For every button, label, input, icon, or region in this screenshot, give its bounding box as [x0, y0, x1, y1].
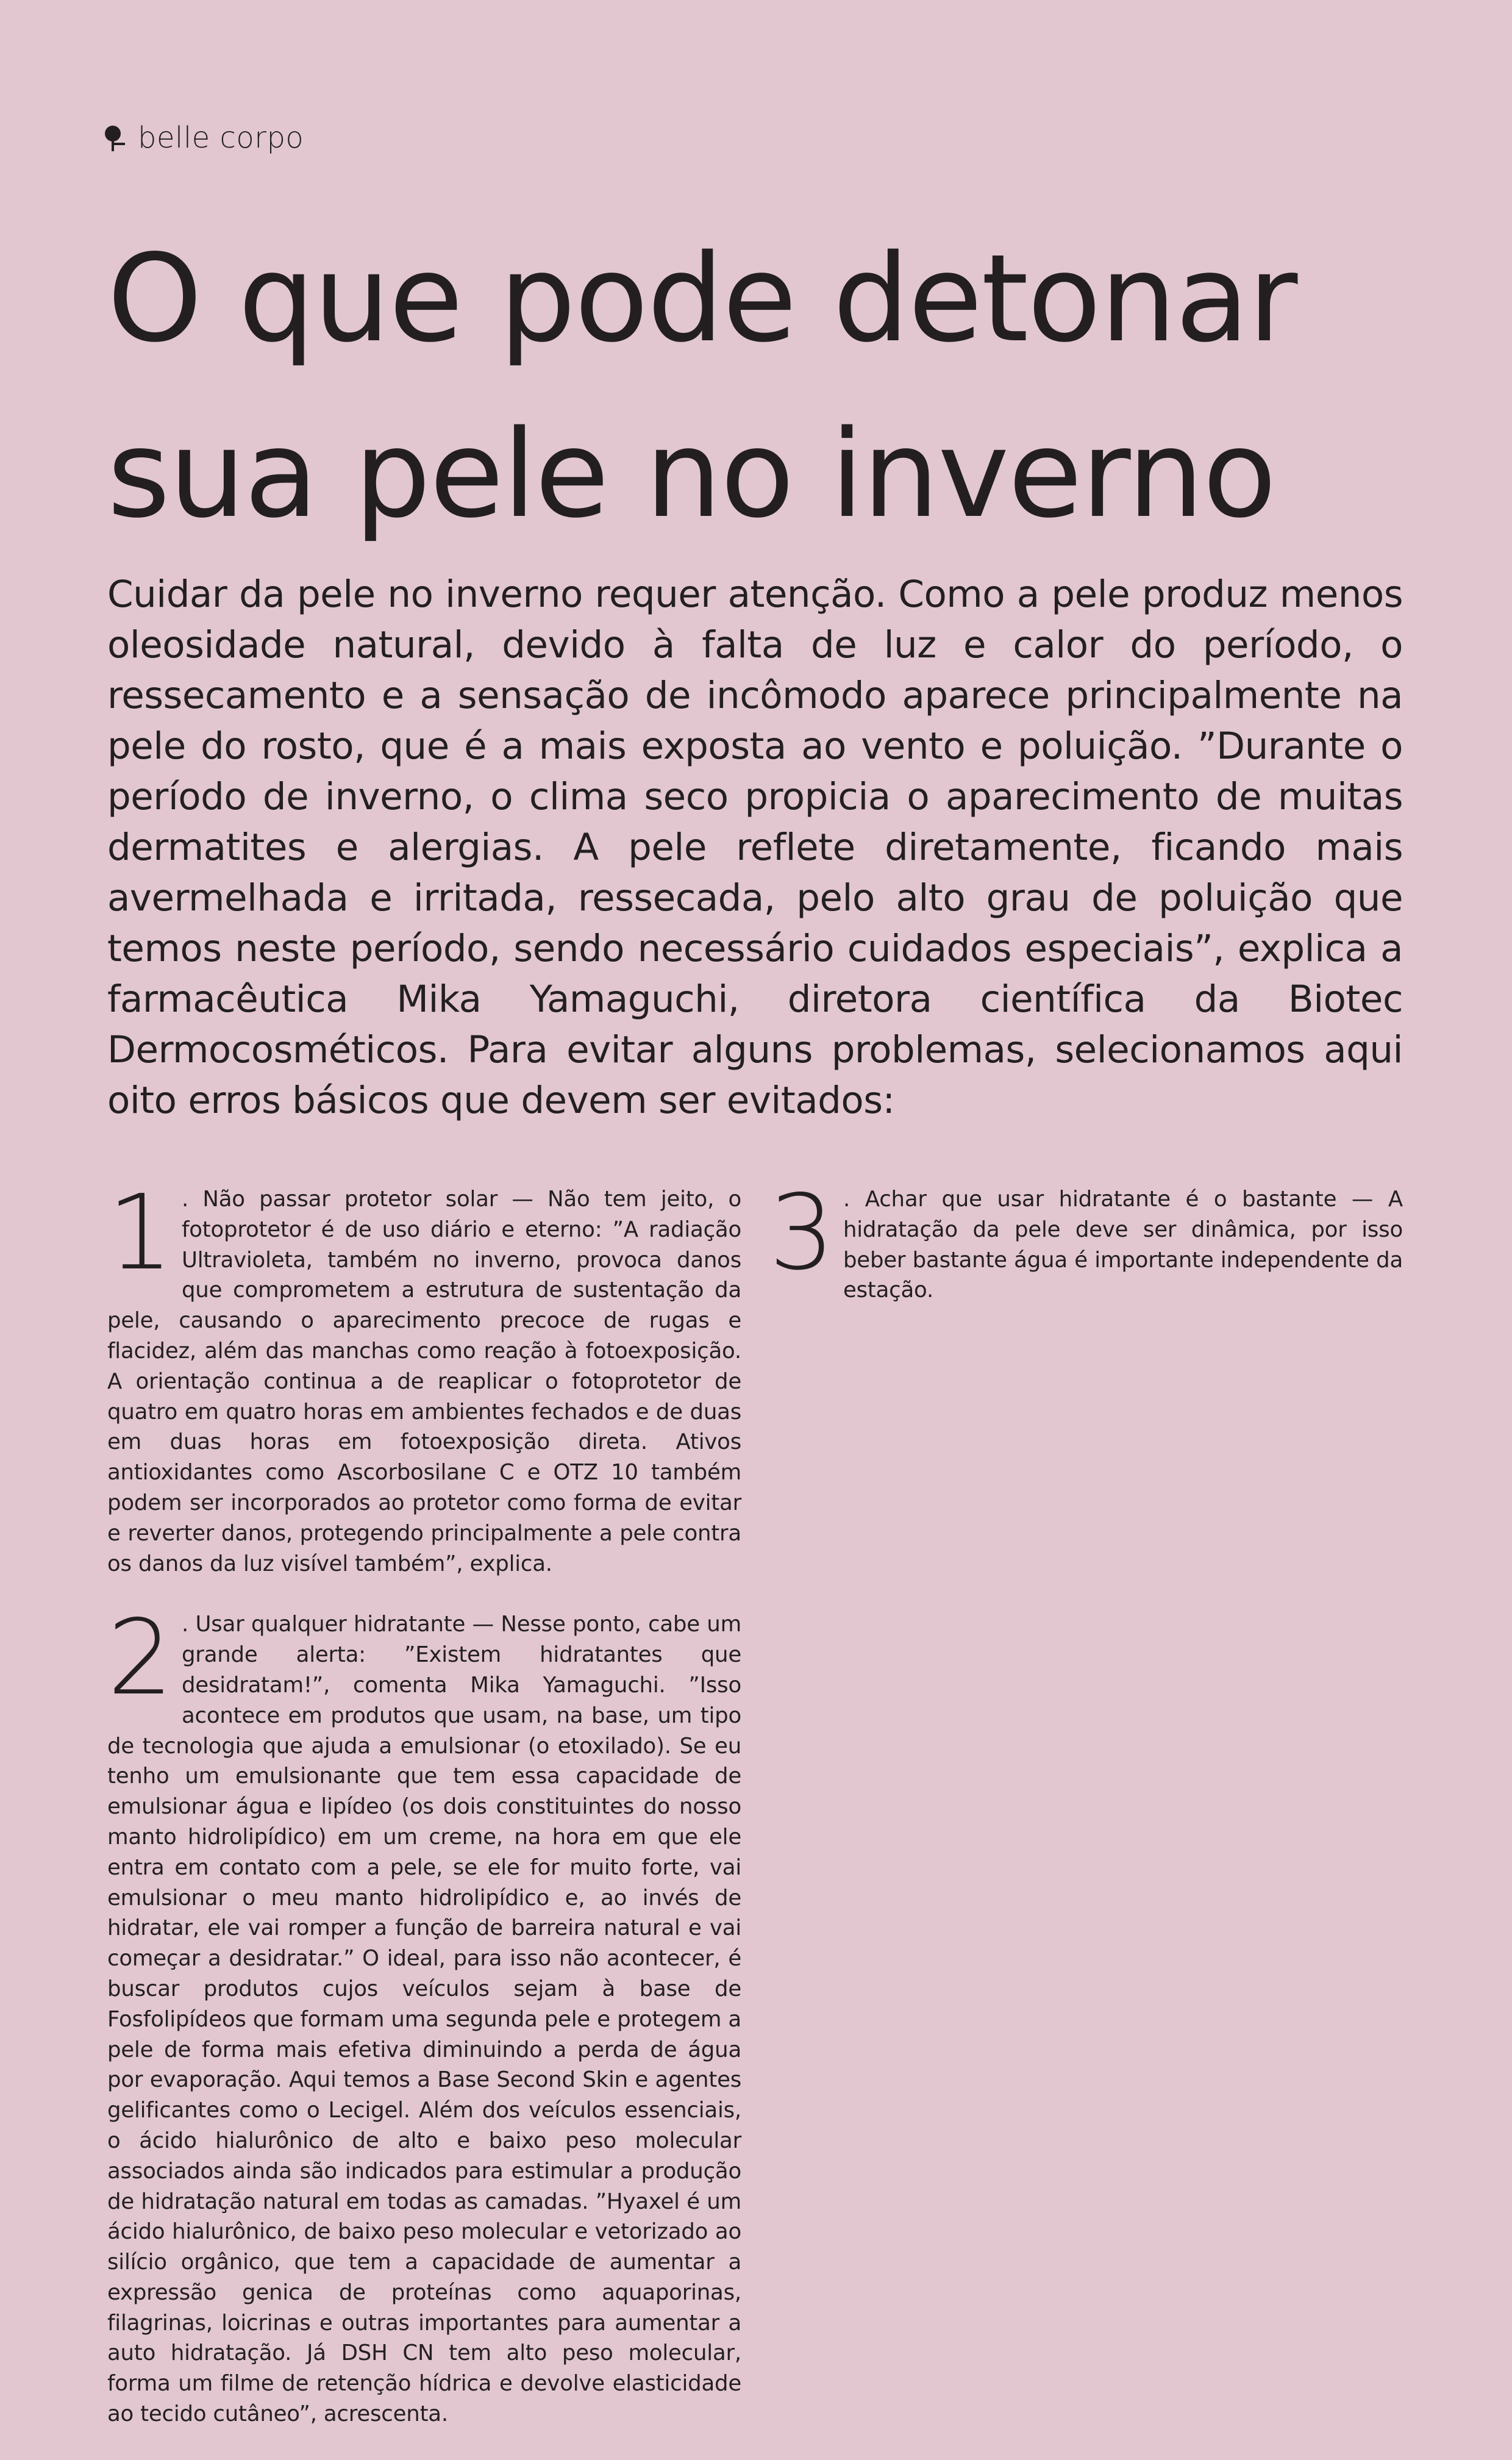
- dropcap-number: 2: [107, 1598, 173, 1719]
- tip-2: [107, 1598, 741, 2430]
- article-body: [107, 1173, 1403, 2460]
- title-line-2: sua pele no inverno: [107, 404, 1275, 545]
- section-tag: [102, 121, 304, 155]
- page-title: [107, 211, 1418, 562]
- dropcap-number: 3: [769, 1173, 835, 1293]
- pin-icon: [102, 124, 124, 151]
- dropcap-number: 1: [107, 1173, 173, 1293]
- tip-1: [107, 1173, 741, 1579]
- tip-3: [769, 1173, 1403, 1306]
- section-label: belle corpo: [138, 121, 304, 155]
- column-right: [769, 1173, 1403, 2460]
- tip-text: . Achar que usar hidratante é o bastante — A hidratação da pele deve ser dinâmica, por isso beber bastante água é importante independente da estação.: [843, 1187, 1403, 1303]
- lead-paragraph: Cuidar da pele no inverno requer atenção. Como a pele produz menos oleosidade natural, devido à falta de luz e calor do período, o ressecamento e a sensação de incômodo aparece principalmente na pele do rosto, que é a mais exposta ao vento e poluição. ”Durante o período de inverno, o clima seco propicia o aparecimento de muitas dermatites e alergias. A pele reflete diretamente, ficando mais avermelhada e irritada, ressecada, pelo alto grau de poluição que temos neste período, sendo necessário cuidados especiais”, explica a farmacêutica Mika Yamaguchi, diretora científica da Biotec Dermocosméticos. Para evitar alguns problemas, selecionamos aqui oito erros básicos que devem ser evitados:: [107, 573, 1403, 1122]
- tip-text: . Não passar protetor solar — Não tem jeito, o fotoprotetor é de uso diário e eterno: ”A radiação Ultravioleta, também no inverno, provoca danos que comprometem a estrutura de sustentação da pele, causando o aparecimento precoce de rugas e flacidez, além das manchas como reação à fotoexposição. A orientação continua a de reaplicar o fotoprotetor de quatro em quatro horas em ambientes fechados e de duas em duas horas em fotoexposição direta. Ativos antioxidantes como Ascorbosilane C e OTZ 10 também podem ser incorporados ao protetor como forma de evitar e reverter danos, protegendo principalmente a pele contra os danos da luz visível também”, explica.: [107, 1187, 741, 1576]
- tip-text: . Usar qualquer hidratante — Nesse ponto, cabe um grande alerta: ”Existem hidratantes que desidratam!”, comenta Mika Yamaguchi. ”Isso acontece em produtos que usam, na base, um tipo de tecnologia que ajuda a emulsionar (o etoxilado). Se eu tenho um emulsionante que tem essa capacidade de emulsionar água e lipídeo (os dois constituintes do nosso manto hidrolipídico) em um creme, na hora em que ele entra em contato com a pele, se ele for muito forte, vai emulsionar o meu manto hidrolipídico e, ao invés de hidratar, ele vai romper a função de barreira natural e vai começar a desidratar.” O ideal, para isso não acontecer, é buscar produtos cujos veículos sejam à base de Fosfolipídeos que formam uma segunda pele e protegem a pele de forma mais efetiva diminuindo a perda de água por evaporação. Aqui temos a Base Second Skin e agentes gelificantes como o Lecigel. Além dos veículos essenciais, o ácido hialurônico de alto e baixo peso molecular associados ainda são indicados para estimular a produção de hidratação natural em todas as camadas. ”Hyaxel é um ácido hialurônico, de baixo peso molecular e vetorizado ao silício orgânico, que tem a capacidade de aumentar a expressão genica de proteínas como aquaporinas, filagrinas, loicrinas e outras importantes para aumentar a auto hidratação. Já DSH CN tem alto peso molecular, forma um filme de retenção hídrica e devolve elasticidade ao tecido cutâneo”, acrescenta.: [107, 1612, 741, 2427]
- title-line-1: O que pode detonar: [107, 228, 1297, 369]
- column-left: [107, 1173, 741, 2460]
